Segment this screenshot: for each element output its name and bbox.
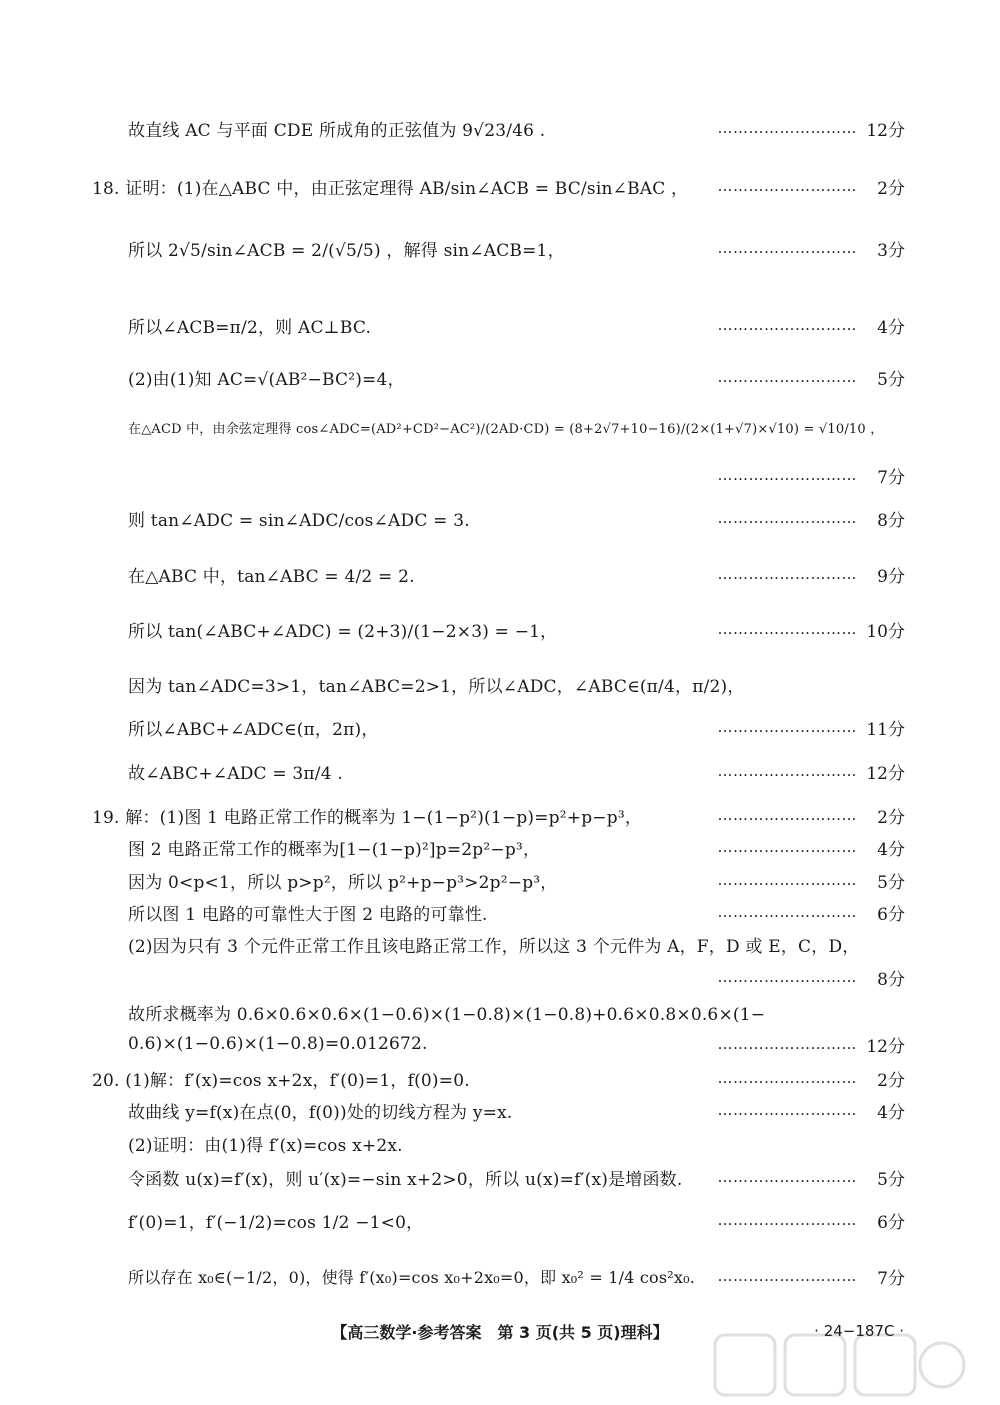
- line-text: 故曲线 y=f(x)在点(0，f(0))处的切线方程为 y=x.: [128, 1102, 513, 1123]
- answer-line: [0, 106, 1000, 150]
- leader-dots: ………………………: [717, 620, 857, 638]
- line-score: [718, 1198, 906, 1242]
- answer-line: [0, 226, 1000, 270]
- line-text: 所以存在 x₀∈(−1/2，0)，使得 f′(x₀)=cos x₀+2x₀=0，即 x₀² = 1/4 cos²x₀.: [128, 1267, 695, 1287]
- leader-dots: ………………………: [717, 239, 857, 257]
- leader-dots: ………………………: [717, 1267, 857, 1285]
- line-text: 故∠ABC+∠ADC = 3π/4 .: [128, 763, 343, 784]
- line-text: (2)由(1)知 AC=√(AB²−BC²)=4，: [128, 369, 405, 390]
- answer-line: [0, 607, 1000, 651]
- footer-code: · 24−187C ·: [814, 1322, 904, 1340]
- score-value: 6分: [877, 1212, 905, 1233]
- answer-line: [0, 705, 1000, 749]
- score-value: 9分: [877, 566, 905, 587]
- line-text: 因为 tan∠ADC=3>1，tan∠ABC=2>1，所以∠ADC，∠ABC∈(π/4，π/2)，: [128, 676, 745, 697]
- leader-dots: ………………………: [717, 119, 857, 137]
- leader-dots: ………………………: [717, 838, 857, 856]
- score-value: 2分: [877, 1070, 905, 1091]
- answer-line: [0, 749, 1000, 793]
- line-score: [718, 552, 906, 596]
- score-value: 8分: [877, 510, 905, 531]
- line-score: [718, 496, 906, 540]
- line-score: [718, 607, 906, 651]
- score-value: 3分: [877, 240, 905, 261]
- leader-dots: ………………………: [717, 177, 857, 195]
- line-score: [718, 355, 906, 399]
- line-text: 故所求概率为 0.6×0.6×0.6×(1−0.6)×(1−0.8)×(1−0.8)+0.6×0.8×0.6×(1−: [128, 1004, 766, 1025]
- line-text: 所以 tan(∠ABC+∠ADC) = (2+3)/(1−2×3) = −1，: [128, 621, 558, 642]
- line-text: 因为 0<p<1，所以 p>p²，所以 p²+p−p³>2p²−p³，: [128, 872, 558, 893]
- line-text: 故直线 AC 与平面 CDE 所成角的正弦值为 9√23/46 .: [128, 120, 546, 141]
- leader-dots: ………………………: [717, 565, 857, 583]
- answer-line: [0, 1155, 1000, 1199]
- line-score: [718, 1254, 906, 1298]
- score-value: 7分: [877, 1268, 905, 1289]
- score-value: 8分: [877, 969, 905, 990]
- score-value: 7分: [877, 467, 905, 488]
- leader-dots: ………………………: [717, 1168, 857, 1186]
- line-text: (2)证明：由(1)得 f′(x)=cos x+2x.: [128, 1135, 403, 1156]
- line-text: 所以图 1 电路的可靠性大于图 2 电路的可靠性.: [128, 904, 488, 925]
- footer-title: 【高三数学·参考答案 第 3 页(共 5 页)理科】: [331, 1323, 669, 1342]
- answer-line: [0, 453, 1000, 497]
- score-value: 5分: [877, 1169, 905, 1190]
- answer-line: [0, 552, 1000, 596]
- line-score: [718, 705, 906, 749]
- leader-dots: ………………………: [717, 968, 857, 986]
- leader-dots: ………………………: [717, 316, 857, 334]
- leader-dots: ………………………: [717, 509, 857, 527]
- line-text: 则 tan∠ADC = sin∠ADC/cos∠ADC = 3.: [128, 510, 470, 531]
- line-text: 所以∠ABC+∠ADC∈(π，2π)，: [128, 719, 379, 740]
- line-score: [718, 749, 906, 793]
- line-text: 在△ACD 中，由余弦定理得 cos∠ADC=(AD²+CD²−AC²)/(2AD·CD) = (8+2√7+10−16)/(2×(1+√7)×√10) = √10/10 ，: [128, 421, 884, 437]
- line-text: (2)因为只有 3 个元件正常工作且该电路正常工作，所以这 3 个元件为 A，F，D 或 E，C，D，: [128, 936, 860, 957]
- line-score: [718, 164, 906, 208]
- line-text: 18. 证明：(1)在△ABC 中，由正弦定理得 AB/sin∠ACB = BC/sin∠BAC ，: [92, 178, 689, 199]
- line-score: [718, 106, 906, 150]
- answer-line: [0, 355, 1000, 399]
- line-text: 图 2 电路正常工作的概率为[1−(1−p)²]p=2p²−p³，: [128, 839, 541, 860]
- score-value: 5分: [877, 872, 905, 893]
- score-value: 2分: [877, 807, 905, 828]
- line-text: 0.6)×(1−0.6)×(1−0.8)=0.012672.: [128, 1034, 428, 1054]
- score-value: 12分: [866, 120, 905, 141]
- answer-line: [0, 303, 1000, 347]
- leader-dots: ………………………: [717, 368, 857, 386]
- answer-line: [0, 164, 1000, 208]
- leader-dots: ………………………: [717, 903, 857, 921]
- line-text: 令函数 u(x)=f′(x)，则 u′(x)=−sin x+2>0，所以 u(x)=f′(x)是增函数.: [128, 1169, 683, 1190]
- answer-line: [0, 1254, 1000, 1298]
- leader-dots: ………………………: [717, 1211, 857, 1229]
- score-value: 11分: [866, 719, 905, 740]
- leader-dots: ………………………: [717, 1101, 857, 1119]
- line-score: [718, 226, 906, 270]
- leader-dots: ………………………: [717, 466, 857, 484]
- leader-dots: ………………………: [717, 871, 857, 889]
- answer-line: [0, 662, 1000, 706]
- score-value: 4分: [877, 317, 905, 338]
- answer-line: [0, 405, 1000, 449]
- score-value: 5分: [877, 369, 905, 390]
- line-text: 20. (1)解：f′(x)=cos x+2x，f′(0)=1，f(0)=0.: [92, 1070, 470, 1091]
- line-score: [718, 303, 906, 347]
- watermark-logo: [710, 1330, 970, 1405]
- line-text: 所以 2√5/sin∠ACB = 2/(√5/5) ，解得 sin∠ACB=1，: [128, 240, 565, 261]
- leader-dots: ………………………: [717, 1035, 857, 1053]
- line-text: 所以∠ACB=π/2，则 AC⊥BC.: [128, 317, 372, 338]
- score-value: 2分: [877, 178, 905, 199]
- score-value: 4分: [877, 839, 905, 860]
- score-value: 10分: [866, 621, 905, 642]
- line-score: [718, 1155, 906, 1199]
- score-value: 4分: [877, 1102, 905, 1123]
- line-score: [718, 453, 906, 497]
- score-value: 12分: [866, 1036, 905, 1057]
- answer-line: [0, 496, 1000, 540]
- score-value: 6分: [877, 904, 905, 925]
- leader-dots: ………………………: [717, 806, 857, 824]
- leader-dots: ………………………: [717, 762, 857, 780]
- line-text: 19. 解：(1)图 1 电路正常工作的概率为 1−(1−p²)(1−p)=p²+p−p³，: [92, 807, 643, 828]
- score-value: 12分: [866, 763, 905, 784]
- leader-dots: ………………………: [717, 718, 857, 736]
- line-text: 在△ABC 中，tan∠ABC = 4/2 = 2.: [128, 566, 415, 587]
- line-text: f′(0)=1，f′(−1/2)=cos 1/2 −1<0，: [128, 1212, 424, 1233]
- answer-line: [0, 1198, 1000, 1242]
- leader-dots: ………………………: [717, 1069, 857, 1087]
